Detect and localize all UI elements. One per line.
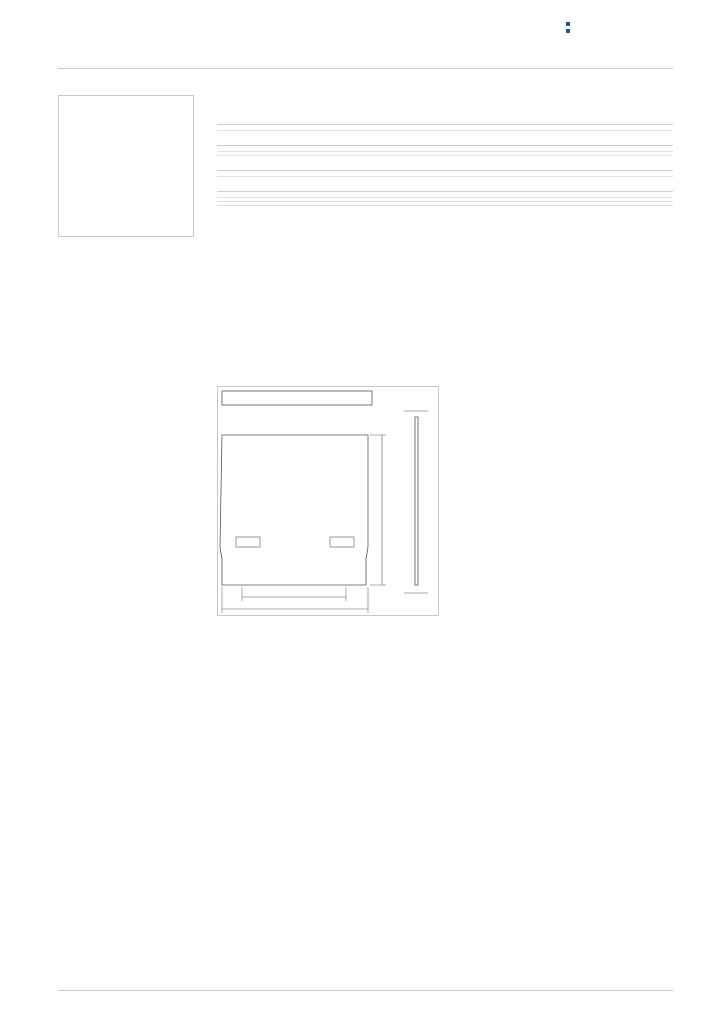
spec-row bbox=[217, 173, 673, 177]
footer-divider bbox=[58, 990, 673, 991]
header-divider bbox=[58, 68, 673, 69]
left-clip bbox=[236, 537, 260, 547]
hager-logo[interactable] bbox=[566, 15, 572, 46]
spec-group-title bbox=[217, 143, 673, 146]
spec-row bbox=[217, 202, 673, 206]
front-view-outline bbox=[220, 435, 368, 585]
spec-group-dimensions bbox=[217, 143, 673, 156]
spec-row bbox=[217, 127, 673, 131]
spec-content bbox=[217, 95, 673, 218]
spec-group-title bbox=[217, 189, 673, 192]
product-photo-image bbox=[59, 96, 193, 236]
technical-drawing-image bbox=[218, 387, 438, 615]
side-view-body bbox=[415, 417, 418, 585]
spec-group-capacity bbox=[217, 168, 673, 177]
spec-row bbox=[217, 152, 673, 156]
right-clip bbox=[330, 537, 354, 547]
spec-group-title bbox=[217, 122, 673, 125]
spec-group-title bbox=[217, 168, 673, 171]
product-photo bbox=[58, 95, 194, 237]
top-view-outline bbox=[222, 391, 372, 405]
spec-group-material bbox=[217, 122, 673, 131]
technical-drawing bbox=[217, 386, 439, 616]
logo-colon-icon bbox=[566, 19, 572, 36]
spec-group-durability bbox=[217, 189, 673, 206]
